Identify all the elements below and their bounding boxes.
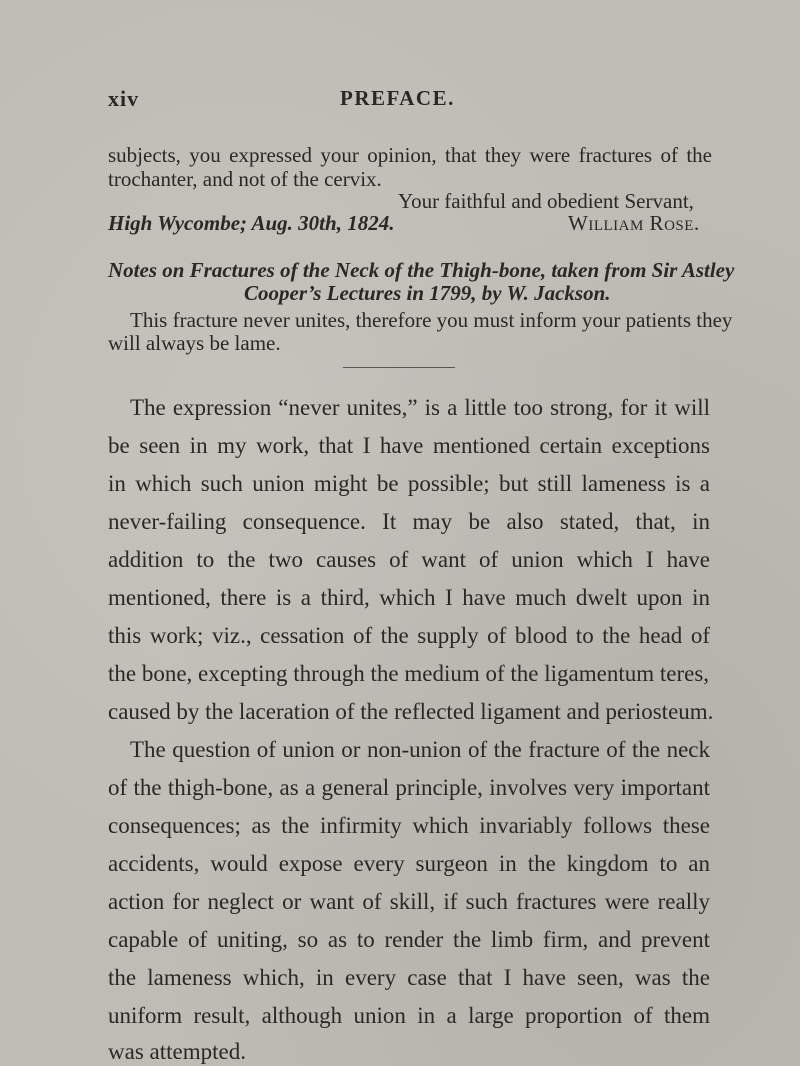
body-line: never-failing consequence. It may be also stated, that, in: [108, 509, 710, 534]
body-line: addition to the two causes of want of union which I have: [108, 547, 710, 572]
body-line: of the thigh-bone, as a general principle, involves very important: [108, 775, 710, 800]
body-line: the bone, excepting through the medium of the ligamentum teres,: [108, 661, 710, 686]
body-line: caused by the laceration of the reflected ligament and periosteum.: [108, 699, 714, 724]
body-line: action for neglect or want of skill, if such fractures were really: [108, 889, 710, 914]
body-line: the lameness which, in every case that I have seen, was the: [108, 965, 710, 990]
body-line: uniform result, although union in a large proportion of them: [108, 1003, 710, 1028]
body-line: capable of uniting, so as to render the limb firm, and prevent: [108, 927, 710, 952]
body-line: this work; viz., cessation of the supply of blood to the head of: [108, 623, 710, 648]
body-line: in which such union might be possible; but still lameness is a: [108, 471, 710, 496]
letter-line: subjects, you expressed your opinion, that they were fractures of the: [108, 143, 712, 167]
letter-signature: William Rose.: [568, 211, 700, 235]
letter-line: trochanter, and not of the cervix.: [108, 167, 382, 191]
section-divider: [343, 367, 455, 368]
body-line: was attempted.: [108, 1039, 246, 1064]
body-line: accidents, would expose every surgeon in the kingdom to an: [108, 851, 710, 876]
letter-closing: Your faithful and obedient Servant,: [398, 189, 694, 213]
notes-line: This fracture never unites, therefore you must inform your patients they: [130, 308, 733, 332]
notes-title: Notes on Fractures of the Neck of the Thigh-bone, taken from Sir Astley: [108, 258, 735, 282]
letter-place-date: High Wycombe; Aug. 30th, 1824.: [108, 211, 395, 235]
running-head: PREFACE.: [340, 86, 455, 110]
notes-title-continued: Cooper’s Lectures in 1799, by W. Jackson.: [244, 281, 611, 305]
body-line: The expression “never unites,” is a little too strong, for it will: [130, 395, 710, 420]
notes-line: will always be lame.: [108, 331, 281, 355]
body-line: The question of union or non-union of the fracture of the neck: [130, 737, 710, 762]
body-line: mentioned, there is a third, which I have much dwelt upon in: [108, 585, 710, 610]
page-header: [108, 86, 708, 116]
page-number: xiv: [108, 86, 140, 111]
body-line: consequences; as the infirmity which invariably follows these: [108, 813, 710, 838]
body-line: be seen in my work, that I have mentioned certain exceptions: [108, 433, 710, 458]
